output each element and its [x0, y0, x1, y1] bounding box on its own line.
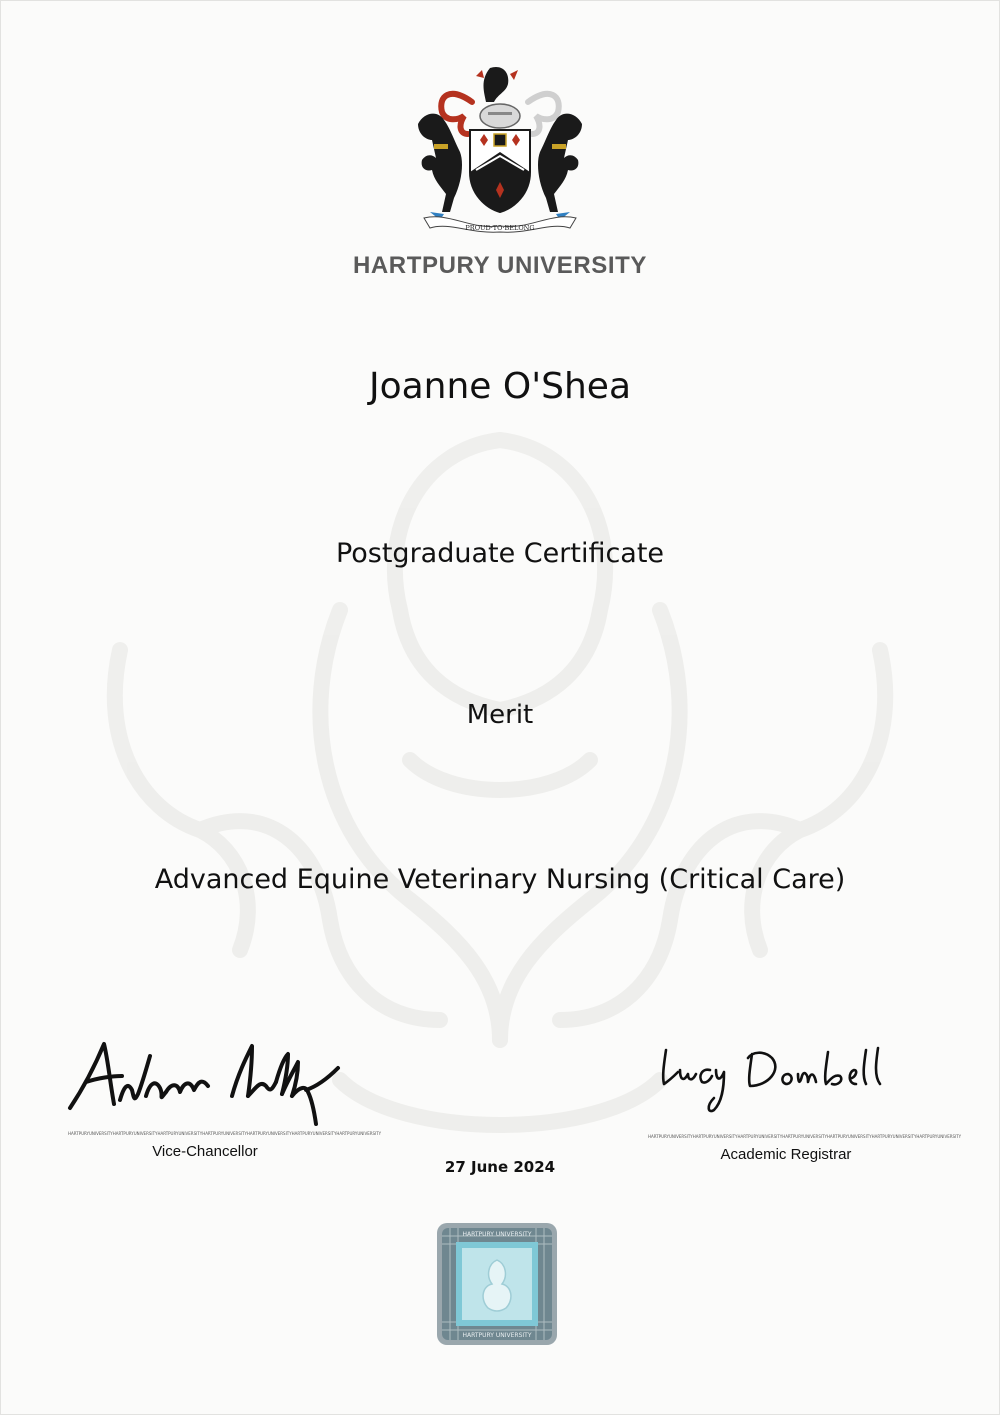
coat-of-arms-icon [410, 62, 590, 234]
award-date: 27 June 2024 [444, 1158, 556, 1176]
vice-chancellor-signature-line: HARTPURYUNIVERSITYHARTPURYUNIVERSITYHARTPURYUNIVERSITYHARTPURYUNIVERSITYHARTPURYUNIVERSITYHARTPURYUNIVERSITYHARTPURYUNIVERSITY [68, 1131, 382, 1136]
academic-registrar-title: Academic Registrar [720, 1146, 852, 1163]
hologram-text-bottom: HARTPURY UNIVERSITY [462, 1332, 532, 1339]
vice-chancellor-title: Vice-Chancellor [152, 1143, 258, 1160]
award-title: Postgraduate Certificate [335, 538, 665, 569]
course-subject: Advanced Equine Veterinary Nursing (Critical Care) [154, 864, 846, 895]
recipient-name: Joanne O'Shea [368, 366, 632, 407]
award-classification: Merit [466, 700, 534, 730]
academic-registrar-signature [652, 1040, 922, 1120]
motto-text: PROUD·TO·BELONG [465, 224, 535, 232]
security-hologram-icon [436, 1222, 558, 1346]
hologram-text-top: HARTPURY UNIVERSITY [462, 1231, 532, 1238]
vice-chancellor-signature [62, 1030, 352, 1130]
academic-registrar-signature-line: HARTPURYUNIVERSITYHARTPURYUNIVERSITYHARTPURYUNIVERSITYHARTPURYUNIVERSITYHARTPURYUNIVERSITYHARTPURYUNIVERSITYHARTPURYUNIVERSITY [648, 1134, 962, 1139]
university-name: HARTPURY UNIVERSITY [352, 252, 648, 279]
